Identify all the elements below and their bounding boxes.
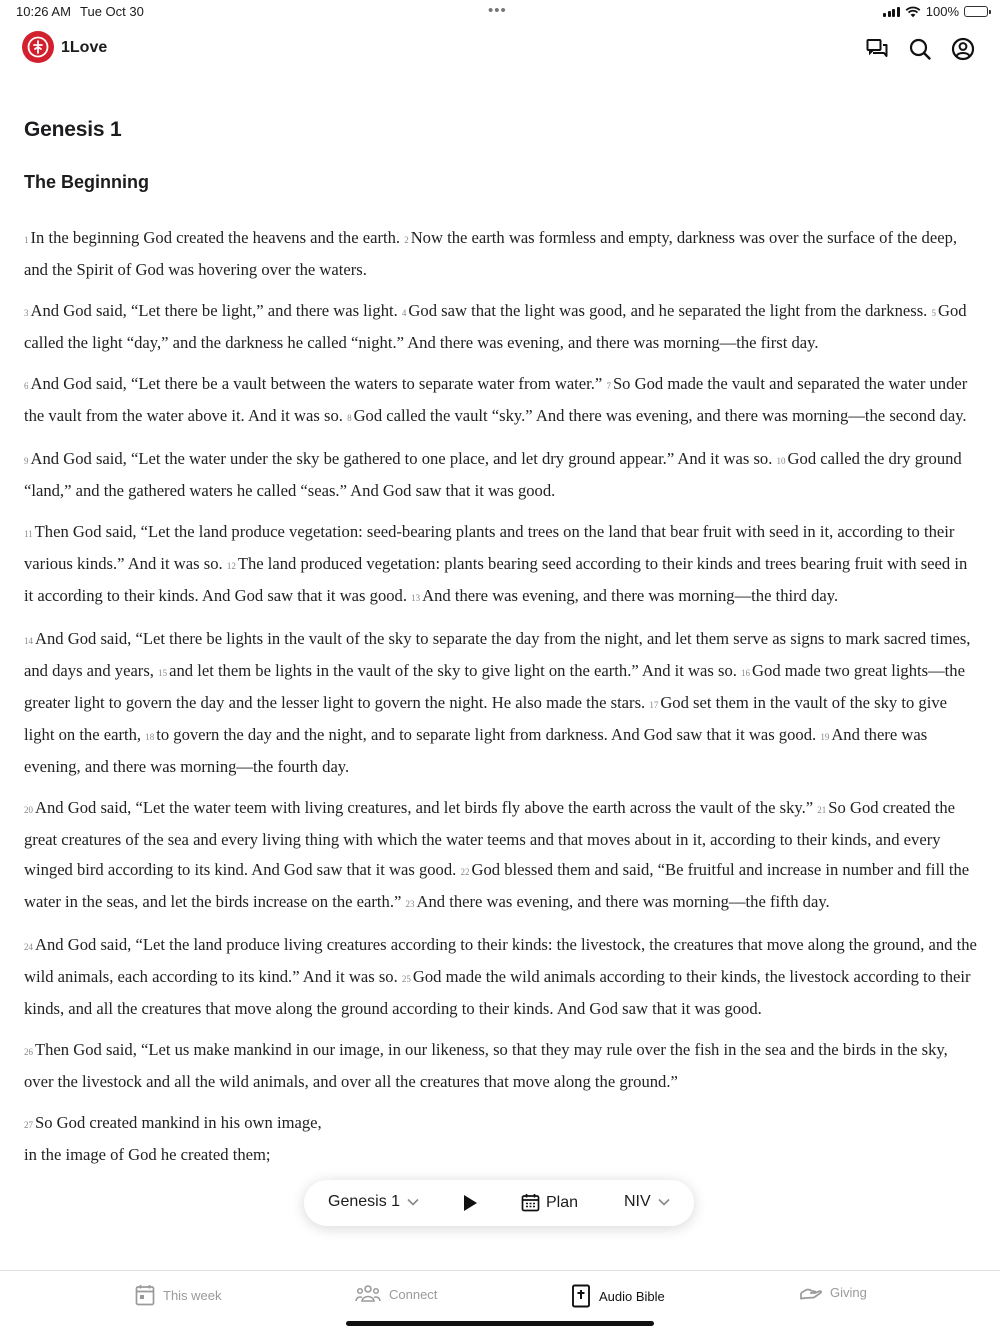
verse-number: 11 xyxy=(24,529,33,539)
verse[interactable] xyxy=(158,661,737,680)
wifi-icon xyxy=(905,6,921,18)
verse-number: 24 xyxy=(24,942,33,952)
tab-this-week[interactable] xyxy=(135,1284,222,1306)
verse-text: The land produced vegetation: plants bearing seed according to their kinds and trees bearing fruit with seed in it according to their kinds. And God saw that it was good. xyxy=(24,554,968,605)
chapter-selector-label: Genesis 1 xyxy=(328,1193,401,1210)
verse-number: 5 xyxy=(931,308,936,318)
verse[interactable] xyxy=(406,892,830,911)
status-time: 10:26 AM xyxy=(16,4,71,19)
scripture-paragraph xyxy=(24,624,979,782)
chat-icon[interactable] xyxy=(865,37,889,61)
bible-icon xyxy=(571,1284,591,1308)
verse[interactable] xyxy=(24,1040,948,1091)
verse-number: 3 xyxy=(24,308,29,318)
verse-number: 2 xyxy=(404,235,409,245)
verse-text: So God created the great creatures of the sea and every living thing with which the water teems and that moves about in it, according to their kinds, and every winged bird according to its kind. And God saw that it was good. xyxy=(24,798,955,879)
search-icon[interactable] xyxy=(908,37,932,61)
verse-text: Then God said, “Let the land produce vegetation: seed-bearing plants and trees on the land that bear fruit with seed in it, according to their various kinds.” And it was so. xyxy=(24,522,955,573)
people-icon xyxy=(355,1284,381,1304)
verse-number: 9 xyxy=(24,456,29,466)
scripture-paragraph xyxy=(24,517,979,613)
plan-label: Plan xyxy=(546,1193,579,1211)
tab-label: This week xyxy=(163,1287,222,1303)
verse-number: 19 xyxy=(820,732,830,742)
verse-text: God called the dry ground “land,” and the gathered waters he called “seas.” And God saw that it was good. xyxy=(24,449,962,500)
account-icon[interactable] xyxy=(951,37,975,61)
tab-giving[interactable] xyxy=(800,1284,867,1300)
verse-number: 18 xyxy=(145,732,155,742)
app-name[interactable]: 1Love xyxy=(61,39,108,56)
verse-number: 25 xyxy=(401,974,411,984)
verse-number: 22 xyxy=(460,867,470,877)
app-header xyxy=(0,30,1000,68)
version-selector[interactable] xyxy=(624,1193,671,1211)
verse-text: and let them be lights in the vault of the sky to give light on the earth.” And it was so. xyxy=(169,661,737,680)
verse-number: 8 xyxy=(347,413,352,423)
app-logo-icon[interactable] xyxy=(22,31,54,63)
scripture-paragraph xyxy=(24,223,979,285)
verse-text: Then God said, “Let us make mankind in our image, in our likeness, so that they may rule over the fish in the sea and the birds in the sky, over the livestock and all the wild animals, and over all the creatures that move along the ground.” xyxy=(24,1040,948,1091)
verse-number: 14 xyxy=(24,636,33,646)
multitasking-dots[interactable]: ••• xyxy=(488,2,507,19)
verse-number: 21 xyxy=(817,805,827,815)
scripture-paragraph xyxy=(24,444,979,506)
verse-text: Now the earth was formless and empty, darkness was over the surface of the deep, and the Spirit of God was hovering over the waters. xyxy=(24,228,958,279)
status-indicators xyxy=(883,4,988,19)
verse-number: 15 xyxy=(158,668,168,678)
verse[interactable] xyxy=(411,586,838,605)
verse-text: And God said, “Let the water teem with living creatures, and let birds fly above the earth across the vault of the sky.” xyxy=(35,798,814,817)
verse[interactable] xyxy=(24,301,398,320)
verse-text: And God said, “Let there be a vault between the waters to separate water from water.” xyxy=(30,374,603,393)
tab-label: Audio Bible xyxy=(599,1288,665,1304)
chapter-selector[interactable] xyxy=(328,1193,420,1211)
verse[interactable] xyxy=(24,798,813,817)
play-icon[interactable] xyxy=(462,1194,478,1212)
tab-audio-bible[interactable] xyxy=(571,1284,665,1308)
audio-player-controls xyxy=(304,1180,694,1226)
verse-number: 23 xyxy=(405,899,415,909)
verse-text: God saw that the light was good, and he separated the light from the darkness. xyxy=(408,301,928,320)
status-date: Tue Oct 30 xyxy=(80,4,144,19)
verse-number: 16 xyxy=(741,668,751,678)
verse-text: God blessed them and said, “Be fruitful and increase in number and fill the water in the seas, and let the birds increase on the earth.” xyxy=(24,860,970,911)
verse[interactable] xyxy=(24,449,772,468)
verse-number: 1 xyxy=(24,235,29,245)
verse-text: God set them in the vault of the sky to give light on the earth, xyxy=(24,693,947,744)
home-indicator[interactable] xyxy=(346,1321,654,1326)
verse[interactable] xyxy=(24,1145,271,1164)
verse-number: 26 xyxy=(24,1047,33,1057)
verse-text: to govern the day and the night, and to separate light from darkness. And God saw that it was good. xyxy=(156,725,817,744)
battery-percent: 100% xyxy=(925,4,959,19)
verse-text: And there was evening, and there was morning—the fifth day. xyxy=(416,892,830,911)
verse-text: In the beginning God created the heavens and the earth. xyxy=(30,228,401,247)
plan-button[interactable] xyxy=(521,1193,578,1212)
verse[interactable] xyxy=(24,374,602,393)
verse-number: 12 xyxy=(226,561,236,571)
verse-number: 27 xyxy=(24,1120,33,1130)
tab-connect[interactable] xyxy=(355,1284,437,1304)
scripture-paragraph xyxy=(24,1108,979,1170)
tab-label: Connect xyxy=(389,1286,438,1302)
verse-number: 10 xyxy=(776,456,786,466)
calendar-icon xyxy=(135,1284,155,1306)
verse-text: God called the light “day,” and the darkness he called “night.” And there was evening, and there was morning—the first day. xyxy=(24,301,967,352)
verse-number: 17 xyxy=(649,700,659,710)
scripture-paragraph xyxy=(24,793,979,919)
verse[interactable] xyxy=(402,301,927,320)
verse-text: in the image of God he created them; xyxy=(24,1145,271,1164)
cellular-signal-icon xyxy=(883,6,900,17)
verse-text: And God said, “Let the land produce living creatures according to their kinds: the livestock, the creatures that move along the ground, and the wild animals, each according to its kind.” And it was so. xyxy=(24,935,977,986)
chapter-title: Genesis 1 xyxy=(24,118,122,141)
verse-text: God called the vault “sky.” And there was evening, and there was morning—the second day. xyxy=(353,406,967,425)
verse-text: And there was evening, and there was morning—the fourth day. xyxy=(24,725,928,776)
giving-hand-icon xyxy=(800,1284,822,1300)
verse-text: And God said, “Let the water under the sky be gathered to one place, and let dry ground appear.” And it was so. xyxy=(30,449,773,468)
verse-text: So God created mankind in his own image, xyxy=(35,1113,322,1132)
scripture-text xyxy=(24,223,979,1181)
scripture-paragraph xyxy=(24,369,979,433)
tab-label: Giving xyxy=(830,1284,867,1300)
verse[interactable] xyxy=(24,1113,322,1132)
verse-number: 6 xyxy=(24,381,29,391)
verse-text: And God said, “Let there be lights in the vault of the sky to separate the day from the night, and let them serve as signs to mark sacred times, and days and years, xyxy=(24,629,971,680)
verse-text: And God said, “Let there be light,” and there was light. xyxy=(30,301,398,320)
verse[interactable] xyxy=(145,725,816,744)
verse-number: 4 xyxy=(401,308,407,318)
verse[interactable] xyxy=(347,406,967,425)
verse[interactable] xyxy=(24,228,400,247)
verse-text: God made the wild animals according to their kinds, the livestock according to their kinds, and all the creatures that move along the ground according to their kinds. And God saw that it was good. xyxy=(24,967,971,1018)
section-title: The Beginning xyxy=(24,172,149,192)
scripture-paragraph xyxy=(24,930,979,1024)
scripture-paragraph xyxy=(24,296,979,358)
verse-text: And there was evening, and there was morning—the third day. xyxy=(422,586,839,605)
verse-text: So God made the vault and separated the water under the vault from the water above it. And it was so. xyxy=(24,374,968,425)
chevron-down-icon xyxy=(657,1195,671,1209)
status-bar xyxy=(0,0,1000,24)
chevron-down-icon xyxy=(406,1195,420,1209)
scripture-paragraph xyxy=(24,1035,979,1097)
verse-text: God made two great lights—the greater light to govern the day and the lesser light to govern the night. He also made the stars. xyxy=(24,661,965,712)
battery-icon xyxy=(964,6,988,17)
calendar-icon xyxy=(521,1193,540,1212)
verse-number: 7 xyxy=(606,381,611,391)
version-label: NIV xyxy=(624,1193,651,1210)
verse-number: 13 xyxy=(411,593,421,603)
verse-number: 20 xyxy=(24,805,33,815)
